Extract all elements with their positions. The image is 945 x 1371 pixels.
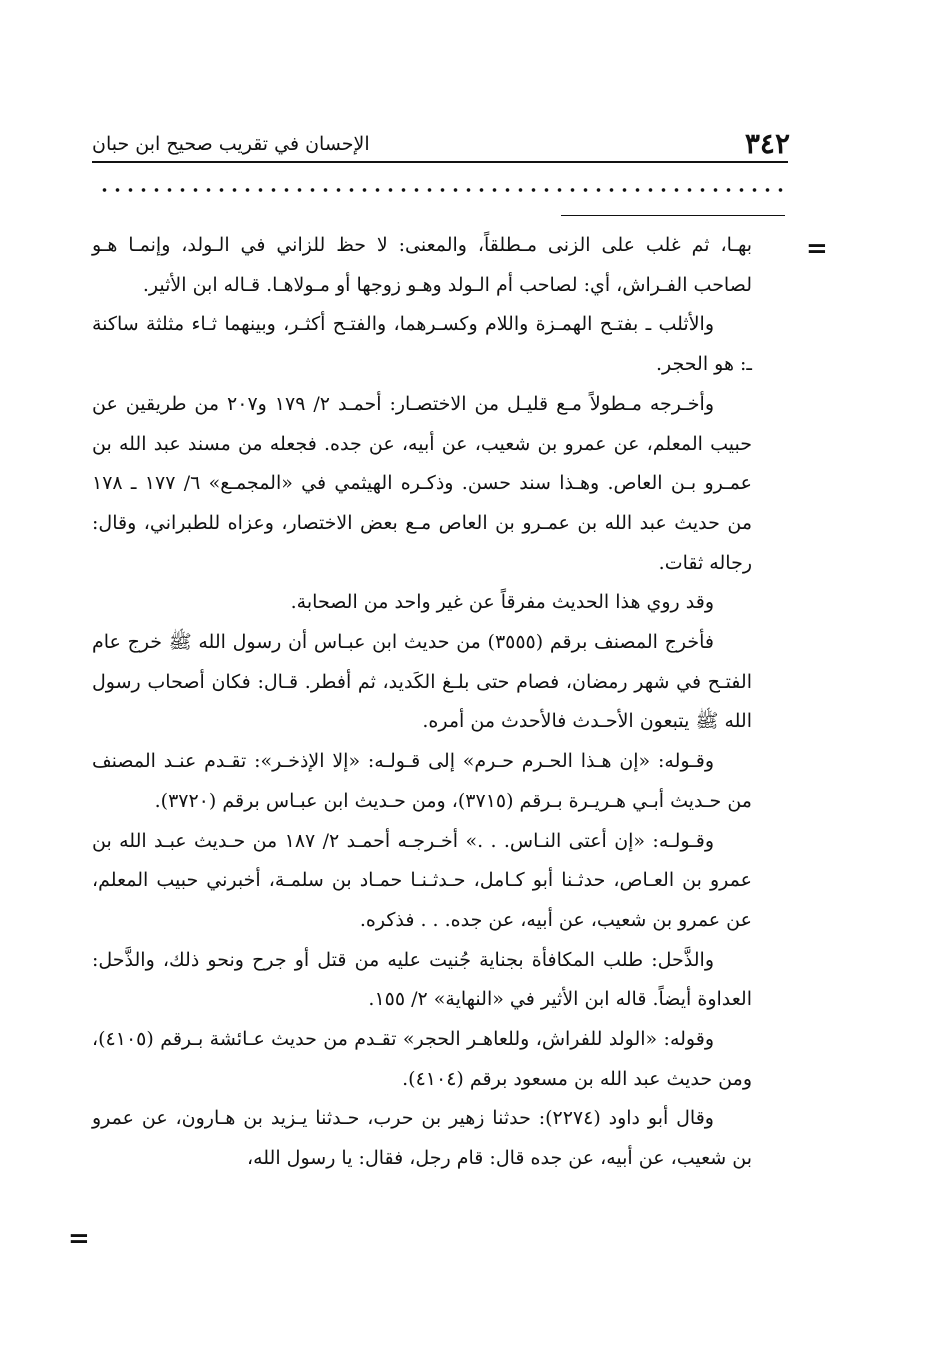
dotted-separator bbox=[98, 185, 788, 195]
paragraph-8: والذَّحل: طلب المكافأة بجناية جُنيت عليه من قتل أو جرح ونحو ذلك، والذَّحل: العداوة أيضاً. قاله ابن الأثير في «النهاية» ٢/ ١٥٥. bbox=[92, 948, 752, 1011]
continuation-mark-top: = bbox=[806, 234, 828, 264]
header-rule bbox=[92, 161, 788, 163]
footnote-separator bbox=[561, 215, 785, 216]
paragraph-3: وأخـرجه مـطولاً مـع قليـل من الاختصـار: أحمـد ٢/ ١٧٩ و٢٠٧ من طريقين عن حبيب المعلم، عن عمرو بن شعيب، عن أبيه، عن جده. فجعله من مسند عبد الله بن عمـرو بـن العاص. وهـذا سند حسن. وذكـره الهيثمي في «المجمـع» ٦/ ١٧٧ ـ ١٧٨ من حديث عبد الله بن عمـرو بن العاص مـع بعض الاختصار، وعزاه للطبراني، وقال: رجاله ثقات. bbox=[92, 392, 752, 574]
footnote-text bbox=[92, 226, 752, 1179]
page-number: ٣٤٢ bbox=[744, 127, 790, 160]
paragraph-7: وقـولـه: «إن أعتى النـاس. . .» أخـرجـه أحمـد ٢/ ١٨٧ من حـديث عبـد الله بن عمرو بن العـاص، حدثـنا أبو كـامل، حـدثـنـا حمـاد بن سلمـة، أخبرني حبيب المعلم، عن عمرو بن شعيب، عن أبيه، عن جده. . . فذكره. bbox=[92, 829, 752, 931]
continuation-mark-bottom: = bbox=[68, 1224, 90, 1254]
paragraph-6: وقـوله: «إن هـذا الحـرم حـرم» إلى قـولـه: «إلا الإذخـر»: تقـدم عنـد المصنف من حـديث أبـي هـريـرة بـرقم (٣٧١٥)، ومن حـديث ابن عبـاس برقم (٣٧٢٠). bbox=[92, 750, 752, 812]
paragraph-4: وقد روي هذا الحديث مفرقاً عن غير واحد من الصحابة. bbox=[290, 591, 714, 614]
running-title: الإحسان في تقريب صحيح ابن حبان bbox=[92, 133, 370, 155]
paragraph-5: فأخرج المصنف برقم (٣٥٥٥) من حديث ابن عبـاس أن رسول الله ﷺ خرج عام الفتـح في شهر رمضان، فصام حتى بلـغ الكَديد، ثم أفطر. قـال: فكان أصحاب رسول الله ﷺ يتبعون الأحـدث فالأحدث من أمره. bbox=[92, 631, 752, 733]
paragraph-1: بهـا، ثم غلب على الزنى مـطلقاً، والمعنى: لا حظ للزاني في الـولد، وإنمـا هـو لصاحب الفـراش، أي: لصاحب أم الـولد وهـو زوجها أو مـولاهـا. قـاله ابن الأثير. bbox=[92, 234, 752, 296]
paragraph-2: والأثلب ـ بفتـح الهمـزة واللام وكسـرهما، والفتـح أكثـر، وبينهما ثـاء مثلثة ساكنة ـ: هو الحجر. bbox=[92, 313, 752, 376]
paragraph-10: وقال أبو داود (٢٢٧٤): حدثنا زهير بن حرب، حـدثنا يـزيد بن هـارون، عن عمرو بن شعيب، عن أبيه، عن جده قال: قام رجل، فقال: يا رسول الله، bbox=[92, 1107, 752, 1170]
paragraph-9: وقوله: «الولد للفراش، وللعاهـر الحجر» تقـدم من حديث عـائشة بـرقم (٤١٠٥)، ومن حديث عبد الله بن مسعود برقم (٤١٠٤). bbox=[92, 1028, 752, 1090]
